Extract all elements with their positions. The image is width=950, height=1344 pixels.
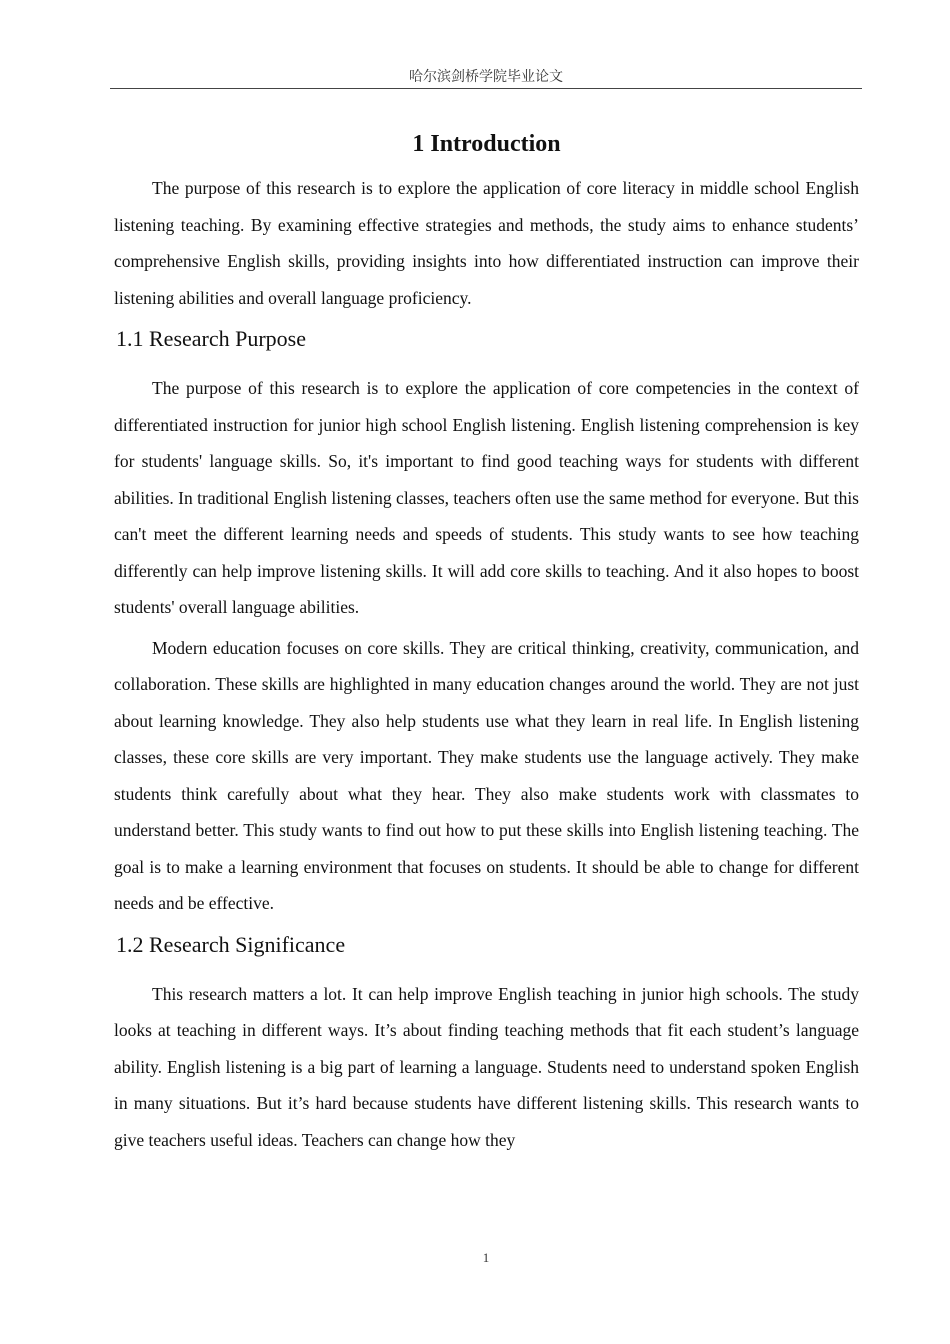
running-header: 哈尔滨剑桥学院毕业论文 xyxy=(409,69,563,85)
chapter-title: 1 Introduction xyxy=(412,131,561,157)
page-content xyxy=(114,126,859,1158)
header-rule xyxy=(110,88,862,89)
research-purpose-paragraph-2: Modern education focuses on core skills. They are critical thinking, creativity, communication, and collaboration. These skills are highlighted in many education changes around the world. They are not just about learning knowledge. They also help students use what they learn in real life. In English listening classes, these core skills are very important. They make students use the language actively. They make students think carefully about what they hear. They also make students work with classmates to understand better. This study wants to find out how to put these skills into English listening teaching. The goal is to make a learning environment that focuses on students. It should be able to change for different needs and be effective. xyxy=(114,637,859,913)
research-significance-paragraph-1: This research matters a lot. It can help improve English teaching in junior high schools. The study looks at teaching in different ways. It’s about finding teaching methods that fit each student’s language ability. English listening is a big part of learning a language. Students need to understand spoken English in many situations. But it’s hard because students have different listening skills. This research wants to give teachers useful ideas. Teachers can change how they xyxy=(114,983,859,1150)
section-title-research-purpose: 1.1 Research Purpose xyxy=(116,326,307,351)
section-title-research-significance: 1.2 Research Significance xyxy=(116,931,346,957)
page-number: 1 xyxy=(482,1250,490,1265)
chapter-intro-paragraph: The purpose of this research is to explore the application of core literacy in middle school English listening teaching. By examining effective strategies and methods, the study aims to enhance students’ comprehensive English skills, providing insights into how differentiated instruction can improve their listening abilities and overall language proficiency. xyxy=(114,178,859,308)
research-purpose-paragraph-1: The purpose of this research is to explore the application of core competencies in the context of differentiated instruction for junior high school English listening. English listening comprehension is key for students' language skills. So, it's important to find good teaching ways for students with different abilities. In traditional English listening classes, teachers often use the same method for everyone. But this can't meet the different learning needs and speeds of students. This study wants to see how teaching differently can help improve listening skills. It will add core skills to teaching. And it also hopes to boost students' overall language abilities. xyxy=(114,378,859,617)
